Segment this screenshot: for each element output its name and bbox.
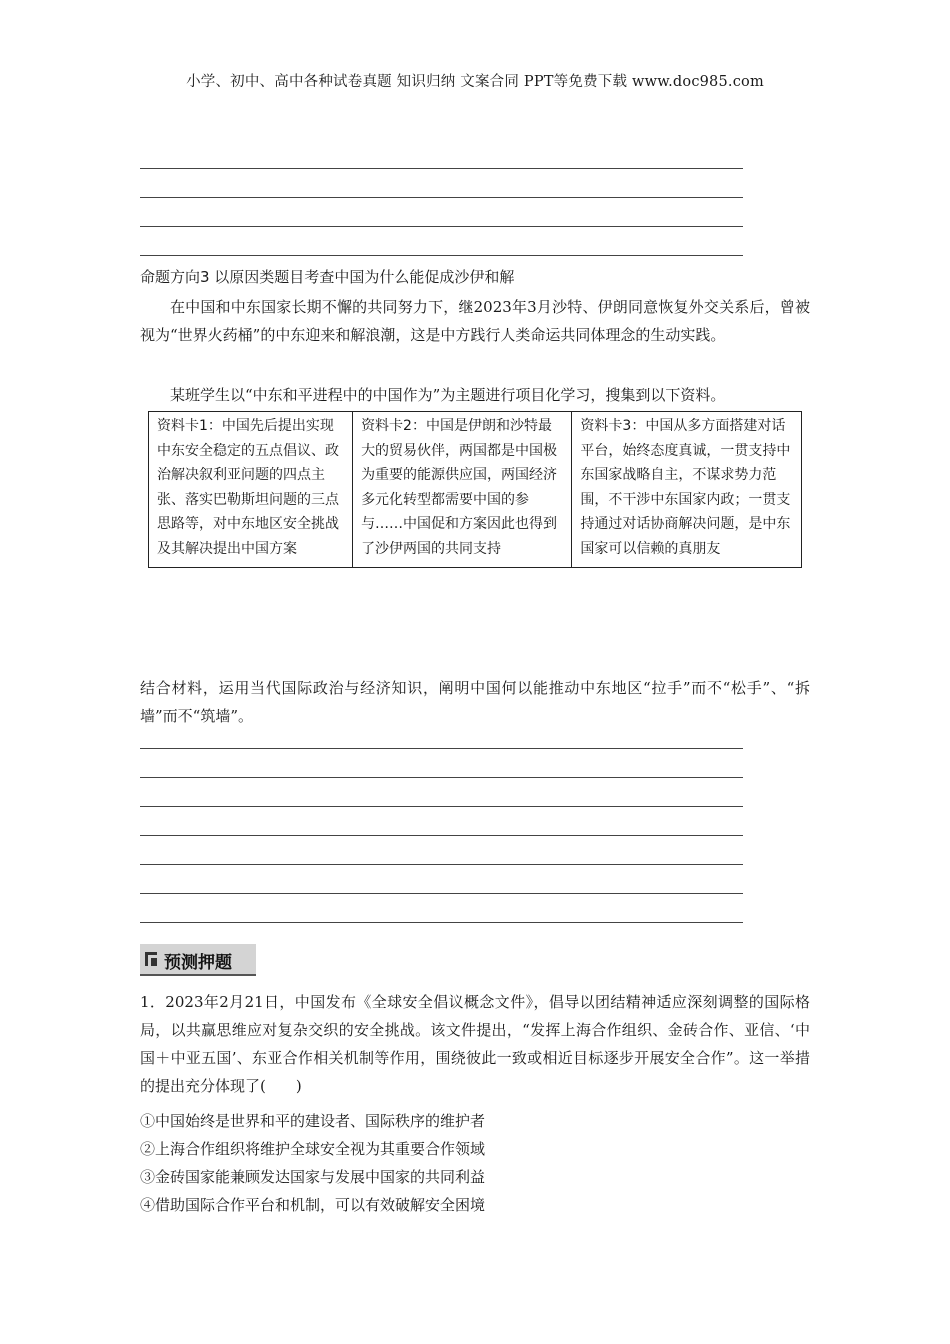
option-3: ③金砖国家能兼顾发达国家与发展中国家的共同利益 <box>140 1168 486 1186</box>
question-1-stem: 1．2023年2月21日，中国发布《全球安全倡议概念文件》，倡导以团结精神适应深刻调整的国际格局，以共赢思维应对复杂交织的安全挑战。该文件提出，“发挥上海合作组织、金砖合作、亚信、‘中国＋中亚五国’、东亚合作相关机制等作用，围绕彼此一致或相近目标逐步开展安全合作”。这一举措的提出充分体现了( ) <box>140 993 810 1095</box>
option-2: ②上海合作组织将维护全球安全视为其重要合作领域 <box>140 1140 486 1158</box>
question-text: 结合材料，运用当代国际政治与经济知识，阐明中国何以能推动中东地区“拉手”而不“松手”、“拆墙”而不“筑墙”。 <box>140 679 810 725</box>
material-card-1: 资料卡1：中国先后提出实现中东安全稳定的五点倡议、政治解决叙利亚问题的四点主张、落实巴勒斯坦问题的三点思路等，对中东地区安全挑战及其解决提出中国方案 <box>149 412 353 568</box>
material-card-2: 资料卡2：中国是伊朗和沙特最大的贸易伙伴，两国都是中国极为重要的能源供应国，两国经济多元化转型都需要中国的参与……中国促和方案因此也得到了沙伊两国的共同支持 <box>353 412 572 568</box>
answer-line <box>140 893 743 894</box>
option-4: ④借助国际合作平台和机制，可以有效破解安全困境 <box>140 1196 486 1214</box>
page-header: 小学、初中、高中各种试卷真题 知识归纳 文案合同 PPT等免费下载 www.doc985.com <box>186 74 764 90</box>
material-card-3: 资料卡3：中国从多方面搭建对话平台，始终态度真诚，一贯支持中东国家战略自主，不谋求势力范围，不干涉中东国家内政；一贯支持通过对话协商解决问题，是中东国家可以信赖的真朋友 <box>572 412 802 568</box>
answer-line <box>140 168 743 169</box>
section-title: 命题方向3 以原因类题目考查中国为什么能促成沙伊和解 <box>140 268 515 286</box>
answer-line <box>140 922 743 923</box>
material-cards-table <box>148 411 802 568</box>
predict-tag-label: 预测押题 <box>164 953 232 973</box>
option-1: ①中国始终是世界和平的建设者、国际秩序的维护者 <box>140 1112 486 1130</box>
answer-line <box>140 835 743 836</box>
answer-line <box>140 748 743 749</box>
answer-line <box>140 197 743 198</box>
project-paragraph: 某班学生以“中东和平进程中的中国作为”为主题进行项目化学习，搜集到以下资料。 <box>170 386 726 404</box>
answer-line <box>140 226 743 227</box>
intro-paragraph: 在中国和中东国家长期不懈的共同努力下，继2023年3月沙特、伊朗同意恢复外交关系后，曾被视为“世界火药桶”的中东迎来和解浪潮，这是中方践行人类命运共同体理念的生动实践。 <box>140 298 810 344</box>
answer-line <box>140 255 743 256</box>
section-marker-icon <box>145 952 157 966</box>
predict-section-tag <box>140 944 256 976</box>
answer-line <box>140 806 743 807</box>
answer-line <box>140 777 743 778</box>
answer-line <box>140 864 743 865</box>
